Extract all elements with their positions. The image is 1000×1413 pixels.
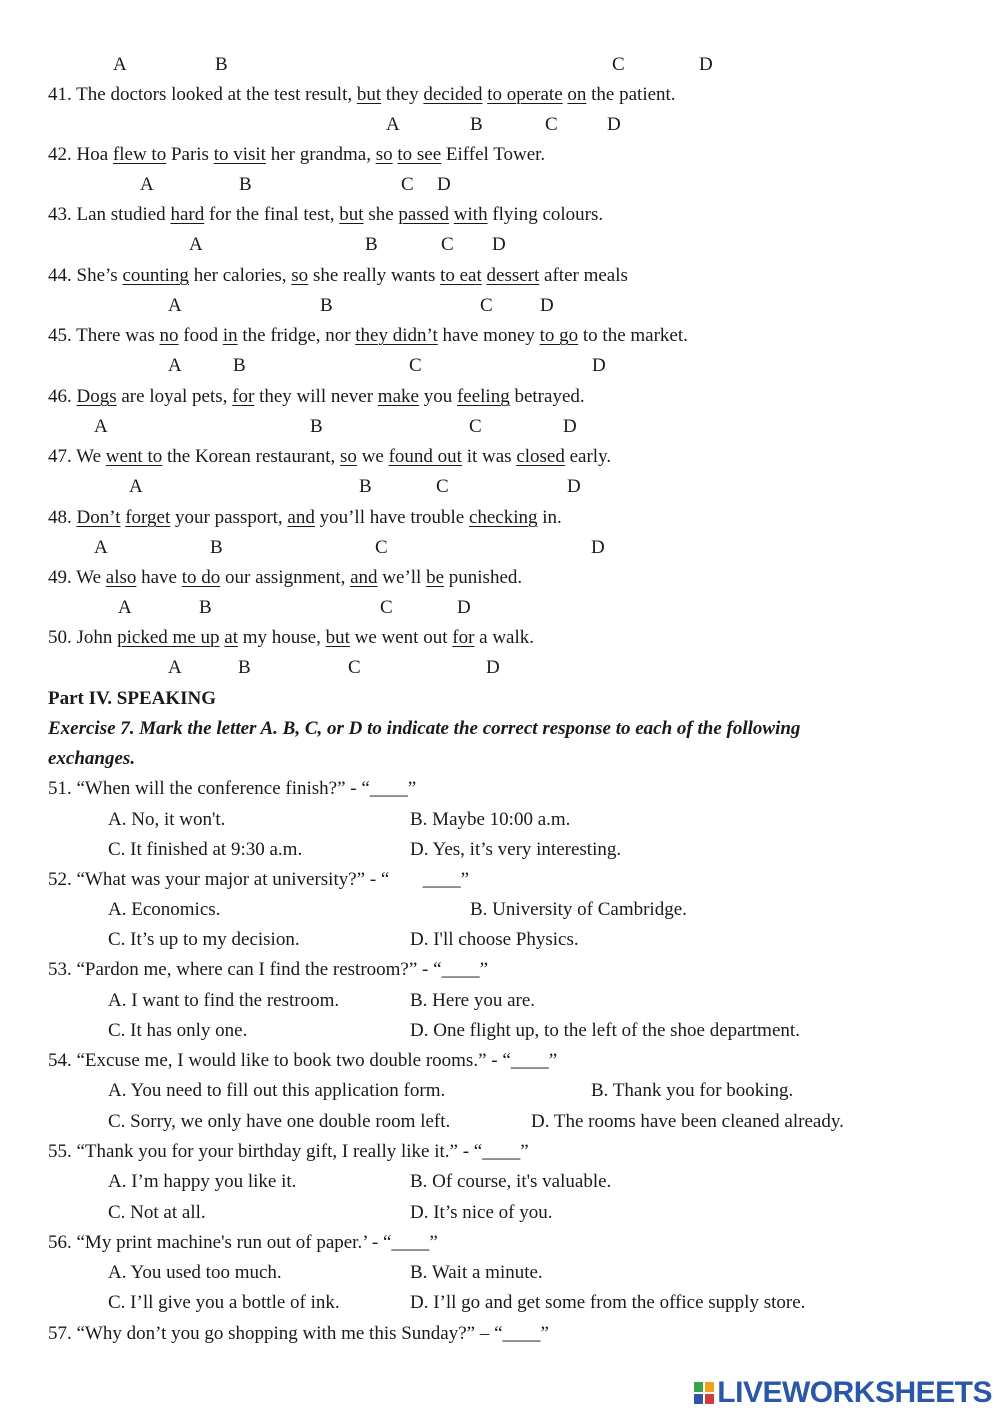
answer-labels-q50: [0, 657, 1000, 679]
sentence-text: Eiffel Tower.: [441, 144, 546, 165]
label-a: A: [189, 234, 203, 255]
q53-option-c: C. It has only one.: [108, 1020, 248, 1041]
q43-sentence: [48, 204, 603, 226]
sentence-text: the patient.: [586, 84, 676, 105]
sentence-text: have: [136, 567, 182, 588]
q44-sentence: [48, 265, 628, 287]
question-number: 49.: [48, 567, 72, 588]
answer-labels-q41: [0, 114, 1000, 136]
q47-sentence: [48, 446, 611, 468]
q55-option-d: D. It’s nice of you.: [410, 1202, 553, 1223]
underlined-part: counting: [122, 265, 189, 286]
q54-option-a: A. You need to fill out this application form.: [108, 1080, 446, 1101]
underlined-part: hard: [170, 204, 205, 225]
q56-option-a: A. You used too much.: [108, 1262, 282, 1283]
q52-option-d: D. I'll choose Physics.: [410, 929, 579, 950]
label-a: A: [118, 597, 132, 618]
underlined-part: to operate: [487, 84, 563, 105]
q55-option-a: A. I’m happy you like it.: [108, 1171, 297, 1192]
label-a: A: [168, 295, 182, 316]
underlined-part: to see: [397, 144, 442, 165]
q51-option-b: B. Maybe 10:00 a.m.: [410, 809, 571, 830]
sentence-text: her calories,: [188, 265, 292, 286]
label-b: B: [199, 597, 212, 618]
q54-option-d: D. The rooms have been cleaned already.: [531, 1111, 844, 1132]
q54-option-c: C. Sorry, we only have one double room left.: [108, 1111, 451, 1132]
label-d: D: [607, 114, 621, 135]
label-b: B: [238, 657, 251, 678]
underlined-part: passed: [398, 204, 450, 225]
question-number: 42.: [48, 144, 72, 165]
sentence-text: Lan studied: [71, 204, 171, 225]
sentence-text: she: [363, 204, 399, 225]
underlined-part: so: [291, 265, 309, 286]
exercise-instruction-line1: Exercise 7. Mark the letter A. B, C, or D to indicate the correct response to each of the following: [48, 718, 801, 739]
label-c: C: [401, 174, 414, 195]
sentence-text: you’ll have trouble: [314, 507, 469, 528]
underlined-part: to do: [181, 567, 221, 588]
label-d: D: [540, 295, 554, 316]
underlined-part: Dogs: [76, 386, 117, 407]
q52-option-a: A. Economics.: [108, 899, 221, 920]
sentence-text: the fridge, nor: [237, 325, 356, 346]
sentence-text: they: [381, 84, 424, 105]
label-c: C: [612, 54, 625, 75]
logo-blocks-icon: [693, 1380, 715, 1406]
q55-option-b: B. Of course, it's valuable.: [410, 1171, 612, 1192]
q54-stem: 54. “Excuse me, I would like to book two double rooms.” - “____”: [48, 1050, 558, 1071]
label-a: A: [129, 476, 143, 497]
sentence-text: have money: [437, 325, 540, 346]
underlined-part: at: [224, 627, 238, 648]
sentence-text: we: [356, 446, 389, 467]
sentence-text: for the final test,: [204, 204, 340, 225]
q53-option-d: D. One flight up, to the left of the shoe department.: [410, 1020, 800, 1041]
label-d: D: [567, 476, 581, 497]
sentence-text: The doctors looked at the test result,: [71, 84, 357, 105]
label-d: D: [492, 234, 506, 255]
label-c: C: [545, 114, 558, 135]
underlined-part: but: [325, 627, 350, 648]
q51-stem: 51. “When will the conference finish?” - “____”: [48, 778, 417, 799]
label-d: D: [563, 416, 577, 437]
label-c: C: [348, 657, 361, 678]
underlined-part: to go: [539, 325, 579, 346]
sentence-text: she really wants: [308, 265, 441, 286]
sentence-text: a walk.: [474, 627, 535, 648]
answer-labels-q49: [0, 597, 1000, 619]
label-b: B: [239, 174, 252, 195]
q46-sentence: [48, 386, 585, 408]
q53-option-a: A. I want to find the restroom.: [108, 990, 340, 1011]
sentence-text: She’s: [71, 265, 123, 286]
label-a: A: [386, 114, 400, 135]
question-number: 47.: [48, 446, 72, 467]
underlined-part: dessert: [486, 265, 540, 286]
underlined-part: checking: [468, 507, 538, 528]
exercise-instruction-line2: exchanges.: [48, 748, 136, 769]
underlined-part: make: [377, 386, 419, 407]
sentence-text: John: [71, 627, 118, 648]
part-heading: Part IV. SPEAKING: [48, 688, 217, 709]
sentence-text: her grandma,: [265, 144, 376, 165]
q51-option-d: D. Yes, it’s very interesting.: [410, 839, 622, 860]
label-c: C: [469, 416, 482, 437]
q56-stem: 56. “My print machine's run out of paper.’ - “____”: [48, 1232, 438, 1253]
underlined-part: and: [287, 507, 315, 528]
sentence-text: they will never: [254, 386, 378, 407]
question-number: 44.: [48, 265, 72, 286]
label-d: D: [457, 597, 471, 618]
underlined-part: went to: [105, 446, 163, 467]
answer-labels-q48: [0, 537, 1000, 559]
underlined-part: Don’t: [76, 507, 121, 528]
q45-sentence: [48, 325, 688, 347]
sentence-text: to the market.: [578, 325, 688, 346]
question-number: 43.: [48, 204, 72, 225]
sentence-text: my house,: [237, 627, 326, 648]
question-number: 48.: [48, 507, 72, 528]
q50-sentence: [48, 627, 534, 649]
q56-option-d: D. I’ll go and get some from the office supply store.: [410, 1292, 806, 1313]
sentence-text: it was: [461, 446, 517, 467]
q52-stem: 52. “What was your major at university?” - “ ____”: [48, 869, 470, 890]
label-b: B: [233, 355, 246, 376]
answer-labels-q44: [0, 295, 1000, 317]
question-number: 41.: [48, 84, 72, 105]
answer-labels-q42: [0, 174, 1000, 196]
sentence-text: our assignment,: [220, 567, 351, 588]
underlined-part: on: [567, 84, 587, 105]
label-d: D: [592, 355, 606, 376]
underlined-part: closed: [516, 446, 565, 467]
label-c: C: [436, 476, 449, 497]
sentence-text: early.: [564, 446, 612, 467]
question-number: 45.: [48, 325, 72, 346]
underlined-part: to visit: [213, 144, 266, 165]
label-d: D: [591, 537, 605, 558]
q56-option-b: B. Wait a minute.: [410, 1262, 543, 1283]
q42-sentence: [48, 144, 545, 166]
label-b: B: [215, 54, 228, 75]
label-c: C: [480, 295, 493, 316]
label-a: A: [113, 54, 127, 75]
underlined-part: no: [159, 325, 179, 346]
q53-stem: 53. “Pardon me, where can I find the restroom?” - “____”: [48, 959, 488, 980]
sentence-text: we went out: [349, 627, 453, 648]
sentence-text: There was: [71, 325, 160, 346]
label-a: A: [168, 657, 182, 678]
label-d: D: [486, 657, 500, 678]
underlined-part: with: [453, 204, 488, 225]
underlined-part: but: [339, 204, 364, 225]
sentence-text: the Korean restaurant,: [162, 446, 341, 467]
q52-option-c: C. It’s up to my decision.: [108, 929, 300, 950]
label-b: B: [365, 234, 378, 255]
answer-labels-q45: [0, 355, 1000, 377]
underlined-part: decided: [423, 84, 483, 105]
underlined-part: feeling: [456, 386, 510, 407]
label-b: B: [210, 537, 223, 558]
q41-sentence: [48, 84, 676, 106]
underlined-part: found out: [388, 446, 462, 467]
underlined-part: flew to: [112, 144, 167, 165]
label-d: D: [699, 54, 713, 75]
q51-option-c: C. It finished at 9:30 a.m.: [108, 839, 303, 860]
label-a: A: [168, 355, 182, 376]
q51-option-a: A. No, it won't.: [108, 809, 226, 830]
q52-option-b: B. University of Cambridge.: [470, 899, 687, 920]
q48-sentence: [48, 507, 562, 529]
underlined-part: picked me up: [117, 627, 220, 648]
underlined-part: so: [375, 144, 393, 165]
underlined-part: and: [350, 567, 378, 588]
sentence-text: after meals: [539, 265, 628, 286]
underlined-part: so: [340, 446, 357, 467]
q49-sentence: [48, 567, 522, 589]
answer-labels-q47: [0, 476, 1000, 498]
answer-labels-q43: [0, 234, 1000, 256]
underlined-part: also: [105, 567, 137, 588]
logo-text: LIVEWORKSHEETS: [717, 1376, 992, 1409]
label-a: A: [94, 537, 108, 558]
q56-option-c: C. I’ll give you a bottle of ink.: [108, 1292, 340, 1313]
underlined-part: for: [232, 386, 255, 407]
label-b: B: [320, 295, 333, 316]
label-c: C: [375, 537, 388, 558]
answer-labels-q46: [0, 416, 1000, 438]
question-number: 50.: [48, 627, 72, 648]
sentence-text: food: [178, 325, 223, 346]
underlined-part: in: [222, 325, 238, 346]
label-a: A: [94, 416, 108, 437]
sentence-text: flying colours.: [487, 204, 604, 225]
sentence-text: Paris: [166, 144, 214, 165]
sentence-text: your passport,: [170, 507, 288, 528]
label-b: B: [359, 476, 372, 497]
label-c: C: [441, 234, 454, 255]
sentence-text: in.: [537, 507, 562, 528]
q54-option-b: B. Thank you for booking.: [591, 1080, 794, 1101]
sentence-text: Hoa: [71, 144, 113, 165]
label-a: A: [140, 174, 154, 195]
sentence-text: we’ll: [377, 567, 427, 588]
underlined-part: but: [356, 84, 382, 105]
answer-labels-q40: [0, 54, 1000, 76]
underlined-part: be: [426, 567, 445, 588]
underlined-part: forget: [125, 507, 171, 528]
sentence-text: betrayed.: [509, 386, 585, 407]
q55-option-c: C. Not at all.: [108, 1202, 206, 1223]
label-c: C: [380, 597, 393, 618]
label-b: B: [470, 114, 483, 135]
label-b: B: [310, 416, 323, 437]
label-c: C: [409, 355, 422, 376]
question-number: 46.: [48, 386, 72, 407]
label-d: D: [437, 174, 451, 195]
q53-option-b: B. Here you are.: [410, 990, 536, 1011]
sentence-text: We: [71, 567, 106, 588]
sentence-text: We: [71, 446, 106, 467]
q57-stem: 57. “Why don’t you go shopping with me this Sunday?” – “____”: [48, 1323, 549, 1344]
sentence-text: are loyal pets,: [116, 386, 233, 407]
sentence-text: you: [418, 386, 457, 407]
sentence-text: punished.: [444, 567, 523, 588]
q55-stem: 55. “Thank you for your birthday gift, I really like it.” - “____”: [48, 1141, 529, 1162]
liveworksheets-logo: [693, 1377, 992, 1409]
underlined-part: for: [452, 627, 475, 648]
underlined-part: they didn’t: [355, 325, 438, 346]
underlined-part: to eat: [440, 265, 482, 286]
